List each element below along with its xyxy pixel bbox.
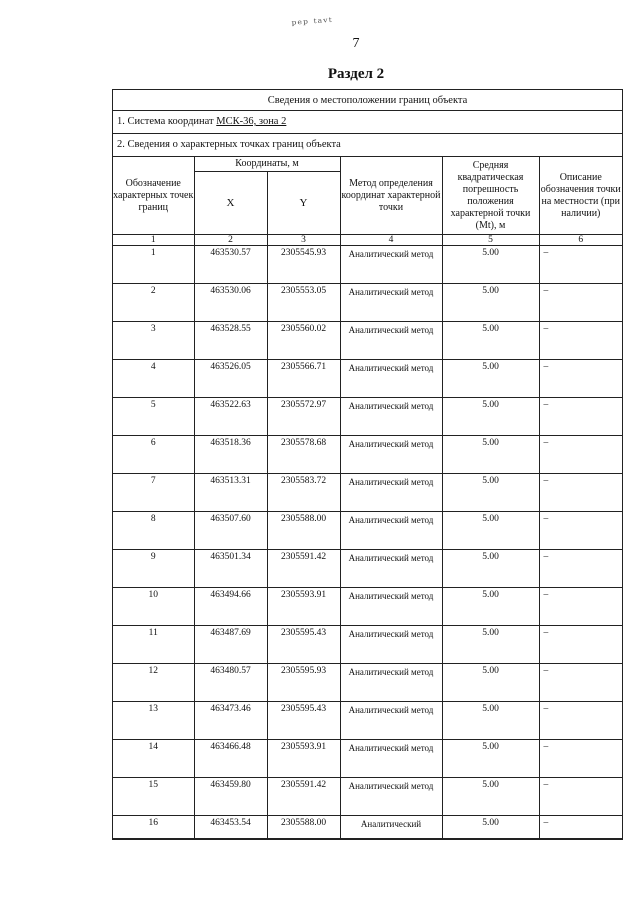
header-description: Описание обозначения точки на местности (при наличии) — [539, 157, 622, 235]
point-number-cell: 14 — [113, 740, 194, 778]
point-number-cell: 7 — [113, 474, 194, 512]
page-number: 7 — [352, 36, 360, 51]
method-cell: Аналитический метод — [340, 778, 442, 816]
point-number-cell: 5 — [113, 398, 194, 436]
description-cell: – — [539, 436, 622, 474]
description-cell: – — [539, 512, 622, 550]
header-error: Средняя квадратическая погрешность положения характерной точки (Mt), м — [442, 157, 539, 235]
points-heading: 2. Сведения о характерных точках границ объекта — [113, 134, 622, 157]
x-coordinate-cell: 463518.36 — [194, 436, 267, 474]
method-cell: Аналитический метод — [340, 246, 442, 284]
header-point: Обозначение характерных точек границ — [113, 157, 194, 235]
table-row — [113, 512, 622, 550]
error-cell: 5.00 — [442, 284, 539, 322]
method-cell: Аналитический метод — [340, 436, 442, 474]
error-cell: 5.00 — [442, 626, 539, 664]
header-coords: Координаты, м — [194, 157, 340, 172]
method-cell: Аналитический метод — [340, 588, 442, 626]
header-x: X — [194, 172, 267, 235]
point-number-cell: 2 — [113, 284, 194, 322]
points-table — [113, 157, 622, 839]
col-number: 5 — [442, 235, 539, 246]
y-coordinate-cell: 2305591.42 — [267, 550, 340, 588]
error-cell: 5.00 — [442, 778, 539, 816]
table-row — [113, 664, 622, 702]
x-coordinate-cell: 463530.06 — [194, 284, 267, 322]
method-cell: Аналитический метод — [340, 664, 442, 702]
point-number-cell: 15 — [113, 778, 194, 816]
table-row — [113, 588, 622, 626]
table-row — [113, 436, 622, 474]
point-number-cell: 11 — [113, 626, 194, 664]
error-cell: 5.00 — [442, 246, 539, 284]
description-cell: – — [539, 474, 622, 512]
error-cell: 5.00 — [442, 816, 539, 839]
col-number: 2 — [194, 235, 267, 246]
point-number-cell: 10 — [113, 588, 194, 626]
method-cell: Аналитический метод — [340, 626, 442, 664]
point-number-cell: 3 — [113, 322, 194, 360]
frame-title: Сведения о местоположении границ объекта — [113, 90, 622, 111]
description-cell: – — [539, 664, 622, 702]
method-cell: Аналитический метод — [340, 322, 442, 360]
table-row — [113, 778, 622, 816]
y-coordinate-cell: 2305595.93 — [267, 664, 340, 702]
method-cell: Аналитический метод — [340, 474, 442, 512]
description-cell: – — [539, 550, 622, 588]
table-row — [113, 702, 622, 740]
description-cell: – — [539, 626, 622, 664]
x-coordinate-cell: 463528.55 — [194, 322, 267, 360]
y-coordinate-cell: 2305588.00 — [267, 816, 340, 839]
description-cell: – — [539, 816, 622, 839]
y-coordinate-cell: 2305553.05 — [267, 284, 340, 322]
point-number-cell: 1 — [113, 246, 194, 284]
x-coordinate-cell: 463522.63 — [194, 398, 267, 436]
error-cell: 5.00 — [442, 740, 539, 778]
point-number-cell: 13 — [113, 702, 194, 740]
x-coordinate-cell: 463501.34 — [194, 550, 267, 588]
y-coordinate-cell: 2305583.72 — [267, 474, 340, 512]
x-coordinate-cell: 463513.31 — [194, 474, 267, 512]
error-cell: 5.00 — [442, 512, 539, 550]
table-row — [113, 474, 622, 512]
col-number: 3 — [267, 235, 340, 246]
error-cell: 5.00 — [442, 702, 539, 740]
description-cell: – — [539, 778, 622, 816]
header-y: Y — [267, 172, 340, 235]
table-row — [113, 626, 622, 664]
point-number-cell: 12 — [113, 664, 194, 702]
description-cell: – — [539, 588, 622, 626]
table-row — [113, 740, 622, 778]
x-coordinate-cell: 463459.80 — [194, 778, 267, 816]
x-coordinate-cell: 463466.48 — [194, 740, 267, 778]
error-cell: 5.00 — [442, 398, 539, 436]
x-coordinate-cell: 463507.60 — [194, 512, 267, 550]
coordinate-system-line — [113, 111, 622, 134]
location-table-frame — [112, 89, 623, 840]
y-coordinate-cell: 2305578.68 — [267, 436, 340, 474]
y-coordinate-cell: 2305588.00 — [267, 512, 340, 550]
error-cell: 5.00 — [442, 664, 539, 702]
description-cell: – — [539, 246, 622, 284]
x-coordinate-cell: 463526.05 — [194, 360, 267, 398]
point-number-cell: 16 — [113, 816, 194, 839]
x-coordinate-cell: 463487.69 — [194, 626, 267, 664]
description-cell: – — [539, 740, 622, 778]
x-coordinate-cell: 463473.46 — [194, 702, 267, 740]
col-number: 4 — [340, 235, 442, 246]
y-coordinate-cell: 2305572.97 — [267, 398, 340, 436]
y-coordinate-cell: 2305593.91 — [267, 588, 340, 626]
method-cell: Аналитический метод — [340, 398, 442, 436]
method-cell: Аналитический метод — [340, 284, 442, 322]
method-cell: Аналитический метод — [340, 702, 442, 740]
y-coordinate-cell: 2305595.43 — [267, 702, 340, 740]
error-cell: 5.00 — [442, 588, 539, 626]
y-coordinate-cell: 2305593.91 — [267, 740, 340, 778]
description-cell: – — [539, 702, 622, 740]
coordinate-system-value: МСК-36, зона 2 — [216, 116, 287, 127]
point-number-cell: 6 — [113, 436, 194, 474]
table-row — [113, 816, 622, 839]
error-cell: 5.00 — [442, 436, 539, 474]
description-cell: – — [539, 360, 622, 398]
error-cell: 5.00 — [442, 474, 539, 512]
y-coordinate-cell: 2305545.93 — [267, 246, 340, 284]
description-cell: – — [539, 284, 622, 322]
y-coordinate-cell: 2305560.02 — [267, 322, 340, 360]
method-cell: Аналитический метод — [340, 740, 442, 778]
col-number: 1 — [113, 235, 194, 246]
method-cell: Аналитический метод — [340, 360, 442, 398]
table-row — [113, 246, 622, 284]
method-cell: Аналитический — [340, 816, 442, 839]
header-method: Метод определения координат характерной точки — [340, 157, 442, 235]
point-number-cell: 4 — [113, 360, 194, 398]
description-cell: – — [539, 398, 622, 436]
method-cell: Аналитический метод — [340, 550, 442, 588]
point-number-cell: 8 — [113, 512, 194, 550]
description-cell: – — [539, 322, 622, 360]
x-coordinate-cell: 463453.54 — [194, 816, 267, 839]
y-coordinate-cell: 2305566.71 — [267, 360, 340, 398]
error-cell: 5.00 — [442, 322, 539, 360]
y-coordinate-cell: 2305591.42 — [267, 778, 340, 816]
table-row — [113, 360, 622, 398]
method-cell: Аналитический метод — [340, 512, 442, 550]
table-row — [113, 398, 622, 436]
section-title: Раздел 2 — [327, 66, 385, 82]
table-row — [113, 322, 622, 360]
table-row — [113, 550, 622, 588]
x-coordinate-cell: 463530.57 — [194, 246, 267, 284]
handwritten-stamp: ᵖᵉᵖ ᵗᵃᵛᵗ — [291, 14, 334, 32]
table-row — [113, 284, 622, 322]
col-number: 6 — [539, 235, 622, 246]
y-coordinate-cell: 2305595.43 — [267, 626, 340, 664]
coordinate-system-prefix: 1. Система координат — [117, 116, 217, 127]
point-number-cell: 9 — [113, 550, 194, 588]
error-cell: 5.00 — [442, 360, 539, 398]
x-coordinate-cell: 463494.66 — [194, 588, 267, 626]
error-cell: 5.00 — [442, 550, 539, 588]
x-coordinate-cell: 463480.57 — [194, 664, 267, 702]
